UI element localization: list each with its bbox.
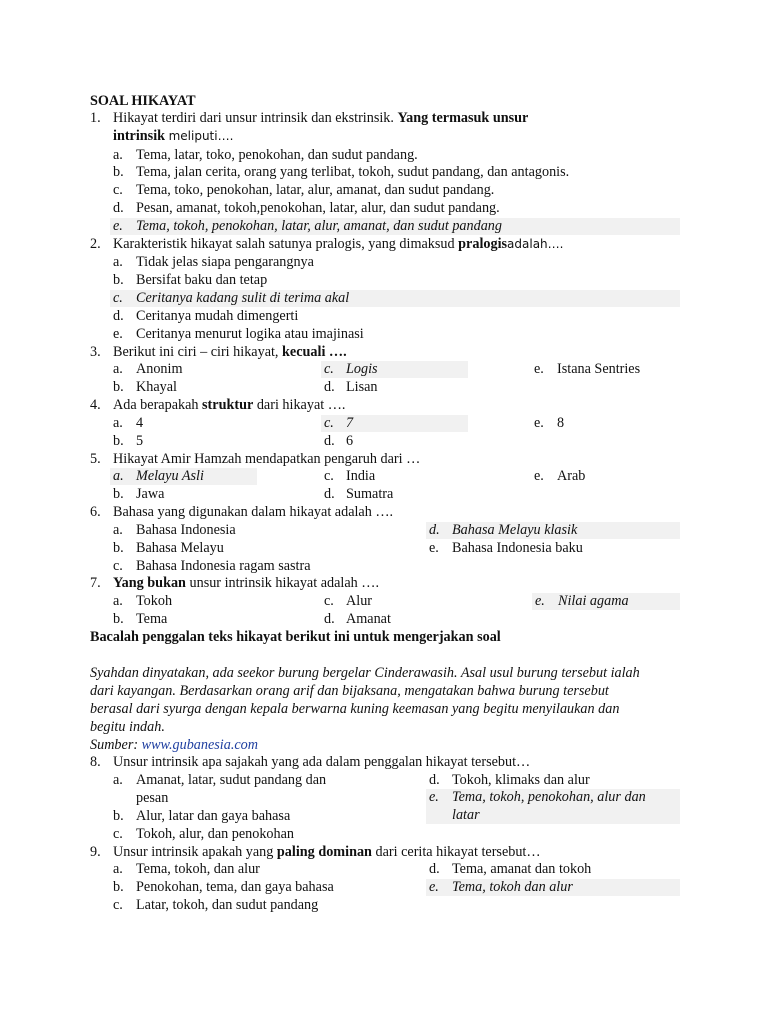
option-c-answer[interactable] xyxy=(321,415,468,432)
question-3-text xyxy=(113,344,347,361)
option-text: Bahasa Indonesia ragam sastra xyxy=(136,558,311,574)
option-d[interactable] xyxy=(324,611,335,628)
option-text: Tema, jalan cerita, orang yang terlibat, tokoh, sudut pandang, dan antagonis. xyxy=(136,164,570,180)
option-letter: b. xyxy=(113,611,124,627)
option-d[interactable] xyxy=(324,379,335,396)
option-letter: e. xyxy=(534,361,544,377)
option-text: Anonim xyxy=(136,361,183,377)
option-c[interactable] xyxy=(113,558,123,575)
question-text-bold: kecuali …. xyxy=(282,344,347,360)
option-a[interactable] xyxy=(113,772,123,789)
option-text: Alur, latar dan gaya bahasa xyxy=(136,808,291,824)
option-text: Istana Sentries xyxy=(557,361,641,377)
passage-line: berasal dari syurga dengan kepala berwarna kuning keemasan yang begitu menyilaukan dan xyxy=(90,701,620,717)
option-d[interactable] xyxy=(324,486,335,503)
question-number: 4. xyxy=(90,397,101,413)
option-a[interactable] xyxy=(113,147,123,164)
option-d[interactable] xyxy=(429,772,440,789)
option-text: Melayu Asli xyxy=(136,468,204,484)
option-text: Bahasa Indonesia xyxy=(136,522,236,538)
question-text-bold: Yang termasuk unsur xyxy=(397,110,529,126)
option-letter: c. xyxy=(113,897,123,913)
option-letter: c. xyxy=(324,468,334,484)
question-text-bold: paling dominan xyxy=(276,844,372,860)
page-title: SOAL HIKAYAT xyxy=(90,93,196,109)
option-text: Amanat, latar, sudut pandang dan xyxy=(136,772,327,788)
option-text: Tema, tokoh dan alur xyxy=(452,879,573,895)
option-letter: c. xyxy=(113,826,123,842)
source-link[interactable]: www.gubanesia.com xyxy=(141,737,259,753)
option-e[interactable] xyxy=(429,540,439,557)
passage-source xyxy=(90,737,258,754)
option-letter: a. xyxy=(113,593,123,609)
option-text: Sumatra xyxy=(346,486,394,502)
option-letter: e. xyxy=(534,468,544,484)
option-text: 5 xyxy=(136,433,144,449)
question-4-text xyxy=(113,397,345,414)
option-letter: c. xyxy=(324,415,334,431)
option-text: 4 xyxy=(136,415,144,431)
option-text: Bersifat baku dan tetap xyxy=(136,272,268,288)
question-1-text xyxy=(113,110,528,127)
question-number: 5. xyxy=(90,451,101,467)
question-number: 9. xyxy=(90,844,101,860)
option-text: 8 xyxy=(557,415,565,431)
option-a[interactable] xyxy=(113,415,123,432)
option-a[interactable] xyxy=(113,522,123,539)
question-number: 3. xyxy=(90,344,101,360)
question-7-text xyxy=(113,575,379,592)
question-8-text: Unsur intrinsik apa sajakah yang ada dalam penggalan hikayat tersebut… xyxy=(113,754,531,770)
option-text: Logis xyxy=(346,361,378,377)
option-c[interactable] xyxy=(113,182,123,199)
option-c[interactable] xyxy=(113,826,123,843)
option-letter: c. xyxy=(113,558,123,574)
option-text: Ceritanya menurut logika atau imajinasi xyxy=(136,326,364,342)
option-letter: e. xyxy=(429,879,439,895)
option-e-answer[interactable] xyxy=(426,789,680,824)
question-text: Karakteristik hikayat salah satunya pralogis, yang dimaksud xyxy=(113,236,455,252)
option-c-answer[interactable] xyxy=(321,361,468,378)
option-b[interactable] xyxy=(113,486,124,503)
option-text: Bahasa Indonesia baku xyxy=(452,540,583,556)
option-letter: c. xyxy=(324,593,334,609)
option-e[interactable] xyxy=(113,326,123,343)
passage-line: begitu indah. xyxy=(90,719,165,735)
option-text: 7 xyxy=(346,415,354,431)
option-text: Pesan, amanat, tokoh,penokohan, latar, alur, dan sudut pandang. xyxy=(136,200,500,216)
option-letter: a. xyxy=(113,415,123,431)
option-text: Alur xyxy=(346,593,373,609)
option-letter: b. xyxy=(113,486,124,502)
option-text: Tema, tokoh, penokohan, latar, alur, amanat, dan sudut pandang xyxy=(136,218,502,234)
option-b[interactable] xyxy=(113,433,124,450)
option-letter: c. xyxy=(324,361,334,377)
option-text: Ceritanya mudah dimengerti xyxy=(136,308,299,324)
question-text-tail: unsur intrinsik hikayat adalah …. xyxy=(189,575,380,591)
option-text: Bahasa Melayu klasik xyxy=(452,522,578,538)
option-letter: b. xyxy=(113,272,124,288)
option-e[interactable] xyxy=(534,415,544,432)
option-letter: d. xyxy=(113,200,124,216)
option-b[interactable] xyxy=(113,164,124,181)
question-text: Unsur intrinsik apakah yang xyxy=(113,844,274,860)
option-text: Bahasa Melayu xyxy=(136,540,224,556)
option-letter: e. xyxy=(113,326,123,342)
option-letter: e. xyxy=(535,593,545,609)
option-e-answer[interactable] xyxy=(426,879,680,896)
option-b[interactable] xyxy=(113,808,124,825)
option-letter: d. xyxy=(429,522,440,538)
question-number: 6. xyxy=(90,504,101,520)
question-5-text: Hikayat Amir Hamzah mendapatkan pengaruh dari … xyxy=(113,451,421,467)
option-letter: a. xyxy=(113,147,123,163)
option-text: 6 xyxy=(346,433,354,449)
option-letter: e. xyxy=(534,415,544,431)
option-letter: a. xyxy=(113,522,123,538)
option-text: Lisan xyxy=(346,379,378,395)
question-1-text-line2 xyxy=(113,128,233,145)
option-letter: e. xyxy=(429,540,439,556)
option-text-cont: latar xyxy=(452,807,480,823)
option-e[interactable] xyxy=(534,361,544,378)
option-c-answer[interactable] xyxy=(110,290,680,307)
option-letter: d. xyxy=(429,772,440,788)
option-d[interactable] xyxy=(429,861,440,878)
question-number: 8. xyxy=(90,754,101,770)
question-text-tail: adalah…. xyxy=(507,237,564,251)
option-letter: a. xyxy=(113,861,123,877)
option-letter: b. xyxy=(113,379,124,395)
option-letter: b. xyxy=(113,540,124,556)
option-text: Tokoh, klimaks dan alur xyxy=(452,772,590,788)
option-b[interactable] xyxy=(113,272,124,289)
option-text: India xyxy=(346,468,376,484)
option-e-answer[interactable] xyxy=(532,593,680,610)
source-label: Sumber: xyxy=(90,737,139,753)
option-text: Khayal xyxy=(136,379,177,395)
passage-line: dari kayangan. Berdasarkan orang arif dan bijaksana, mengatakan bahwa burung tersebut xyxy=(90,683,609,699)
question-text-tail: dari hikayat …. xyxy=(256,397,346,413)
question-text-bold: struktur xyxy=(202,397,254,413)
option-text: Tema, tokoh, dan alur xyxy=(136,861,260,877)
option-letter: d. xyxy=(324,486,335,502)
option-text: Tokoh xyxy=(136,593,173,609)
option-e[interactable] xyxy=(534,468,544,485)
question-9-text xyxy=(113,844,541,861)
option-text: Tema, latar, toko, penokohan, dan sudut pandang. xyxy=(136,147,418,163)
option-text: Tema, amanat dan tokoh xyxy=(452,861,592,877)
option-letter: d. xyxy=(324,379,335,395)
option-a[interactable] xyxy=(113,861,123,878)
option-letter: a. xyxy=(113,361,123,377)
passage-heading: Bacalah penggalan teks hikayat berikut ini untuk mengerjakan soal xyxy=(90,629,501,645)
option-text: Arab xyxy=(557,468,586,484)
option-text: Tema, tokoh, penokohan, alur dan xyxy=(452,789,646,805)
option-letter: a. xyxy=(113,468,124,484)
question-6-text: Bahasa yang digunakan dalam hikayat adalah …. xyxy=(113,504,394,520)
option-letter: e. xyxy=(429,789,439,805)
option-letter: c. xyxy=(113,290,123,306)
option-letter: d. xyxy=(324,433,335,449)
option-text: Tema, toko, penokohan, latar, alur, amanat, dan sudut pandang. xyxy=(136,182,495,198)
option-b[interactable] xyxy=(113,879,124,896)
option-b[interactable] xyxy=(113,379,124,396)
option-text: Tidak jelas siapa pengarangnya xyxy=(136,254,314,270)
option-text-cont: pesan xyxy=(136,790,169,806)
option-c[interactable] xyxy=(324,468,334,485)
option-c[interactable] xyxy=(324,593,334,610)
question-text-bold: Yang bukan xyxy=(113,575,186,591)
option-d-answer[interactable] xyxy=(426,522,680,539)
option-a[interactable] xyxy=(113,593,123,610)
option-letter: a. xyxy=(113,772,123,788)
question-text: Berikut ini ciri – ciri hikayat, xyxy=(113,344,279,360)
option-letter: d. xyxy=(429,861,440,877)
option-text: Tokoh, alur, dan penokohan xyxy=(136,826,295,842)
question-text-bold: intrinsik xyxy=(113,128,166,144)
option-d[interactable] xyxy=(324,433,335,450)
question-number: 7. xyxy=(90,575,101,591)
option-letter: b. xyxy=(113,433,124,449)
option-text: Amanat xyxy=(346,611,391,627)
question-2-text xyxy=(113,236,563,253)
question-1 xyxy=(90,110,101,127)
question-number: 1. xyxy=(90,110,101,126)
option-a[interactable] xyxy=(113,361,123,378)
question-text-tail: meliputi…. xyxy=(168,129,234,143)
option-letter: d. xyxy=(324,611,335,627)
option-e-answer[interactable] xyxy=(110,218,680,235)
option-text: Latar, tokoh, dan sudut pandang xyxy=(136,897,319,913)
passage-line: Syahdan dinyatakan, ada seekor burung bergelar Cinderawasih. Asal usul burung tersebut ialah xyxy=(90,665,640,681)
option-b[interactable] xyxy=(113,540,124,557)
question-text-bold: pralogis xyxy=(458,236,508,252)
question-text: Hikayat terdiri dari unsur intrinsik dan ekstrinsik. xyxy=(113,110,394,126)
option-letter: a. xyxy=(113,254,123,270)
option-letter: b. xyxy=(113,164,124,180)
option-c[interactable] xyxy=(113,897,123,914)
option-a-answer[interactable] xyxy=(110,468,257,485)
question-text-tail: dari cerita hikayat tersebut… xyxy=(375,844,541,860)
option-text: Nilai agama xyxy=(558,593,629,609)
question-number: 2. xyxy=(90,236,101,252)
option-d[interactable] xyxy=(113,308,124,325)
option-letter: c. xyxy=(113,182,123,198)
option-text: Tema xyxy=(136,611,168,627)
option-letter: e. xyxy=(113,218,123,234)
option-text: Jawa xyxy=(136,486,165,502)
option-d[interactable] xyxy=(113,200,124,217)
option-b[interactable] xyxy=(113,611,124,628)
option-letter: d. xyxy=(113,308,124,324)
option-letter: b. xyxy=(113,808,124,824)
option-text: Ceritanya kadang sulit di terima akal xyxy=(136,290,350,306)
question-text: Ada berapakah xyxy=(113,397,199,413)
option-text: Penokohan, tema, dan gaya bahasa xyxy=(136,879,334,895)
option-a[interactable] xyxy=(113,254,123,271)
option-letter: b. xyxy=(113,879,124,895)
